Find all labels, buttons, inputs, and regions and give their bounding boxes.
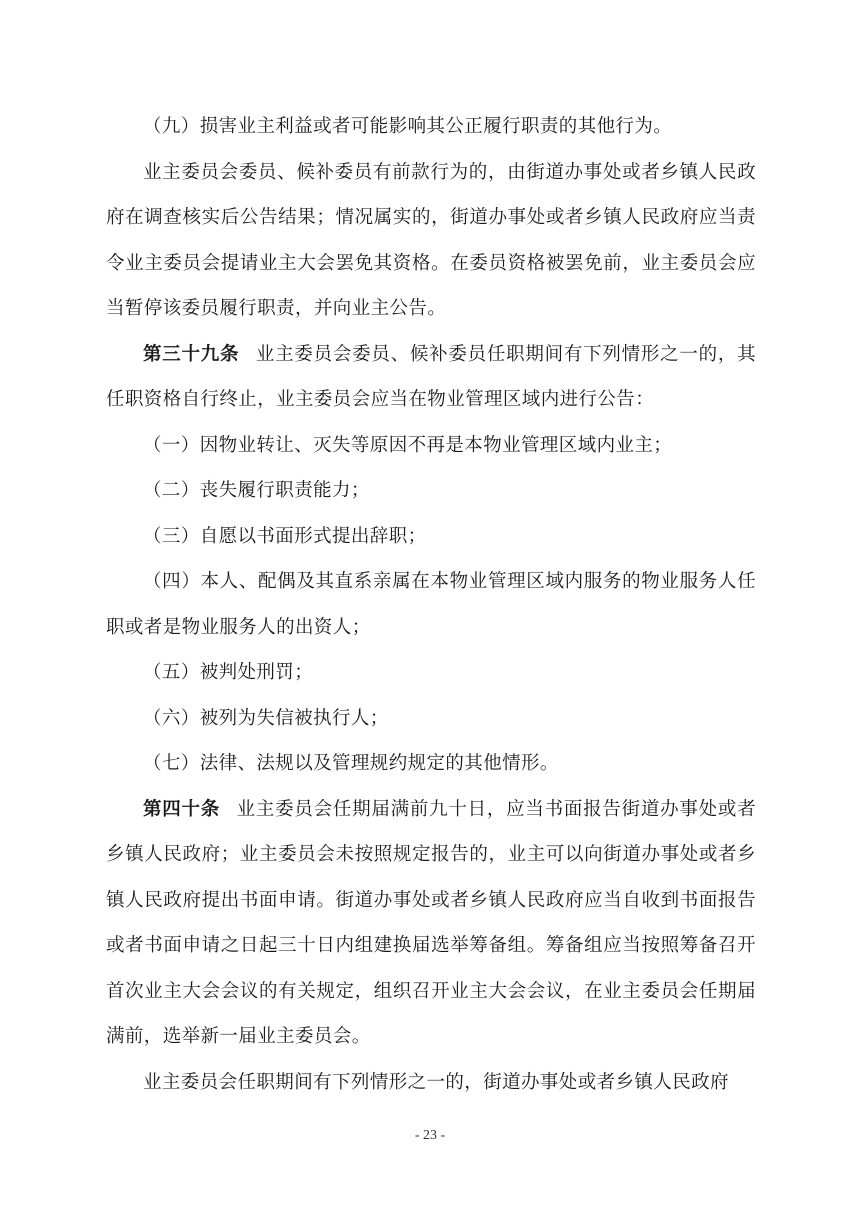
article-paragraph — [106, 332, 756, 423]
article-text: 业主委员会委员、候补委员任职期间有下列情形之一的，其任职资格自行终止，业主委员会应当在物业管理区域内进行公告： — [106, 343, 756, 410]
article-paragraph — [106, 787, 756, 1060]
list-item: （四）本人、配偶及其直系亲属在本物业管理区域内服务的物业服务人任职或者是物业服务人的出资人； — [106, 571, 756, 638]
document-body — [106, 104, 756, 1105]
list-item: （二）丧失履行职责能力； — [143, 480, 370, 501]
list-item: （三）自愿以书面形式提出辞职； — [143, 525, 427, 547]
list-item: （六）被列为失信被执行人； — [143, 707, 389, 729]
paragraph: 业主委员会任职期间有下列情形之一的，街道办事处或者乡镇人民政府 — [143, 1071, 729, 1093]
article-text: 业主委员会任期届满前九十日，应当书面报告街道办事处或者乡镇人民政府；业主委员会未按照规定报告的，业主可以向街道办事处或者乡镇人民政府提出书面申请。街道办事处或者乡镇人民政府应当自收到书面报告或者书面申请之日起三十日内组建换届选举筹备组。筹备组应当按照筹备召开首次业主大会会议的有关规定，组织召开业主大会会议，在业主委员会任期届满前，选举新一届业主委员会。 — [106, 798, 756, 1047]
list-item: （五）被判处刑罚； — [143, 662, 314, 683]
article-number: 第四十条 — [143, 798, 220, 820]
list-item: （九）损害业主利益或者可能影响其公正履行职责的其他行为。 — [143, 116, 673, 137]
paragraph: 业主委员会委员、候补委员有前款行为的，由街道办事处或者乡镇人民政府在调查核实后公告结果；情况属实的，街道办事处或者乡镇人民政府应当责令业主委员会提请业主大会罢免其资格。在委员资格被罢免前，业主委员会应当暂停该委员履行职责，并向业主公告。 — [106, 161, 756, 319]
page-number: - 23 - — [414, 1128, 446, 1143]
article-number: 第三十九条 — [143, 343, 240, 365]
list-item: （一）因物业转让、灭失等原因不再是本物业管理区域内业主； — [143, 434, 673, 456]
list-item: （七）法律、法规以及管理规约规定的其他情形。 — [143, 753, 559, 774]
